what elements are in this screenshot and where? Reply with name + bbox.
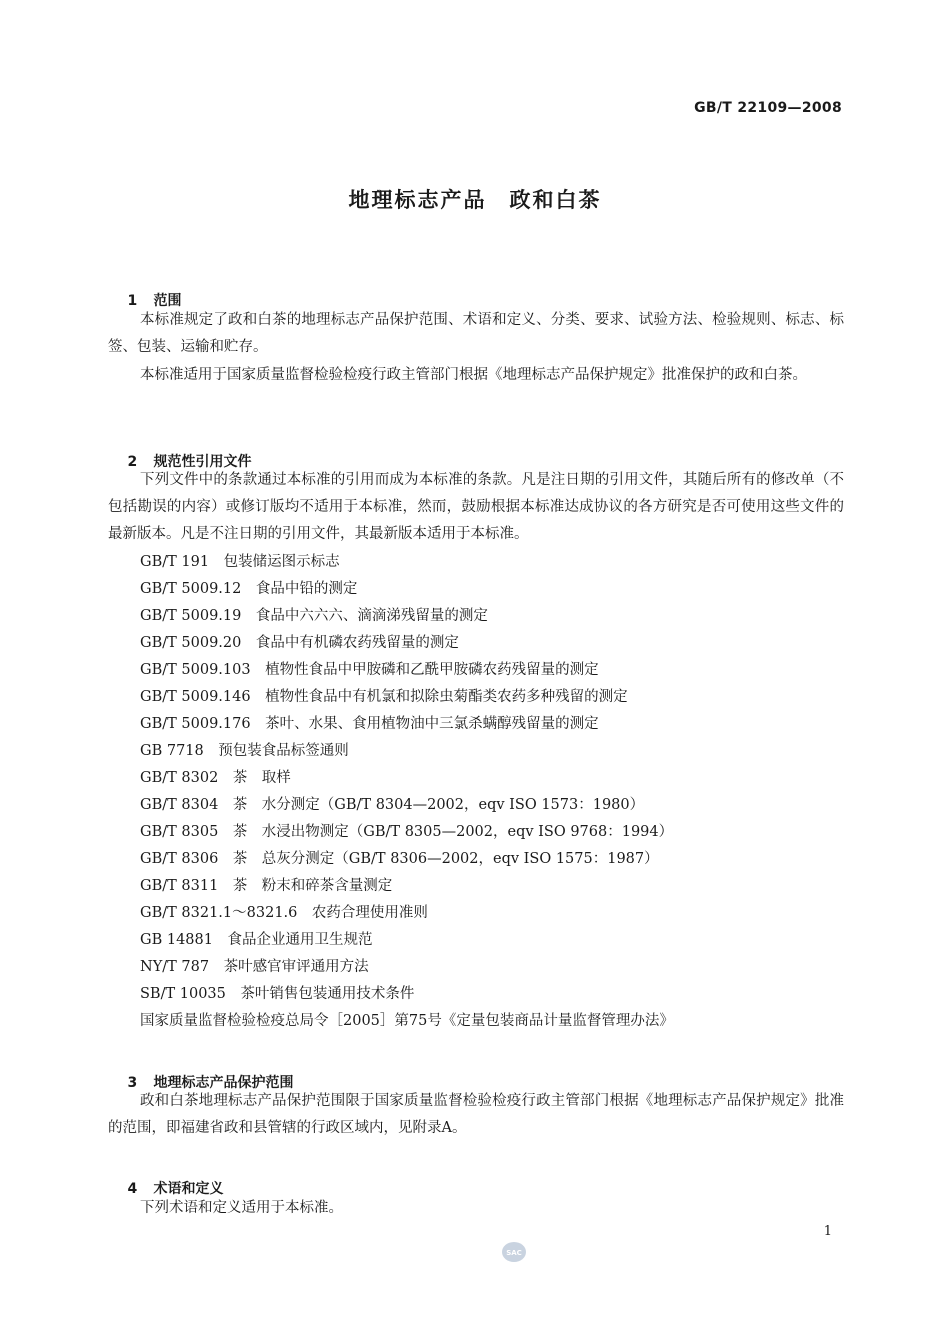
- section-2-heading: 2 规范性引用文件: [127, 454, 252, 470]
- sac-logo-icon: [501, 1241, 527, 1263]
- page-number: 1: [823, 1224, 832, 1239]
- reference-item: SB/T 10035 茶叶销售包装通用技术条件: [140, 986, 415, 1002]
- reference-item: GB/T 8321.1～8321.6 农药合理使用准则: [140, 905, 428, 921]
- reference-item: GB/T 5009.146 植物性食品中有机氯和拟除虫菊酯类农药多种残留的测定: [140, 689, 628, 705]
- reference-item: 国家质量监督检验检疫总局令［2005］第75号《定量包装商品计量监督管理办法》: [140, 1013, 674, 1029]
- reference-item: NY/T 787 茶叶感官审评通用方法: [140, 959, 369, 975]
- svg-text:SAC: SAC: [506, 1249, 522, 1257]
- reference-item: GB/T 5009.103 植物性食品中甲胺磷和乙酰甲胺磷农药残留量的测定: [140, 662, 599, 678]
- reference-item: GB/T 8305 茶 水浸出物测定（GB/T 8305—2002，eqv ISO 9768：1994）: [140, 824, 674, 840]
- section-3-paragraph-1: 政和白茶地理标志产品保护范围限于国家质量监督检验检疫行政主管部门根据《地理标志产品保护规定》批准的范围，即福建省政和县管辖的行政区域内，见附录A。: [108, 1093, 844, 1136]
- reference-item: GB/T 5009.19 食品中六六六、滴滴涕残留量的测定: [140, 608, 488, 624]
- reference-item: GB/T 5009.20 食品中有机磷农药残留量的测定: [140, 635, 459, 651]
- document-title: 地理标志产品 政和白茶: [348, 188, 602, 212]
- section-1-heading: 1 范围: [127, 293, 182, 309]
- reference-item: GB/T 5009.176 茶叶、水果、食用植物油中三氯杀螨醇残留量的测定: [140, 716, 599, 732]
- reference-item: GB/T 5009.12 食品中铅的测定: [140, 581, 358, 597]
- reference-item: GB 7718 预包装食品标签通则: [140, 743, 349, 759]
- section-1-paragraph-2: 本标准适用于国家质量监督检验检疫行政主管部门根据《地理标志产品保护规定》批准保护的政和白茶。: [140, 367, 807, 383]
- reference-item: GB/T 8311 茶 粉末和碎茶含量测定: [140, 878, 393, 894]
- section-1-paragraph-1: 本标准规定了政和白茶的地理标志产品保护范围、术语和定义、分类、要求、试验方法、检验规则、标志、标签、包装、运输和贮存。: [108, 312, 844, 355]
- section-4-paragraph-1: 下列术语和定义适用于本标准。: [140, 1200, 343, 1216]
- section-2-paragraph-1: 下列文件中的条款通过本标准的引用而成为本标准的条款。凡是注日期的引用文件，其随后所有的修改单（不包括勘误的内容）或修订版均不适用于本标准，然而，鼓励根据本标准达成协议的各方研究是否可使用这些文件的最新版本。凡是不注日期的引用文件，其最新版本适用于本标准。: [108, 472, 844, 542]
- reference-item: GB/T 8304 茶 水分测定（GB/T 8304—2002，eqv ISO 1573：1980）: [140, 797, 645, 813]
- reference-item: GB/T 191 包装储运图示标志: [140, 554, 340, 570]
- section-3-heading: 3 地理标志产品保护范围: [127, 1075, 294, 1091]
- standard-code: GB/T 22109—2008: [694, 100, 842, 116]
- section-4-heading: 4 术语和定义: [127, 1181, 224, 1197]
- reference-item: GB/T 8302 茶 取样: [140, 770, 291, 786]
- reference-item: GB 14881 食品企业通用卫生规范: [140, 932, 373, 948]
- reference-item: GB/T 8306 茶 总灰分测定（GB/T 8306—2002，eqv ISO 1575：1987）: [140, 851, 659, 867]
